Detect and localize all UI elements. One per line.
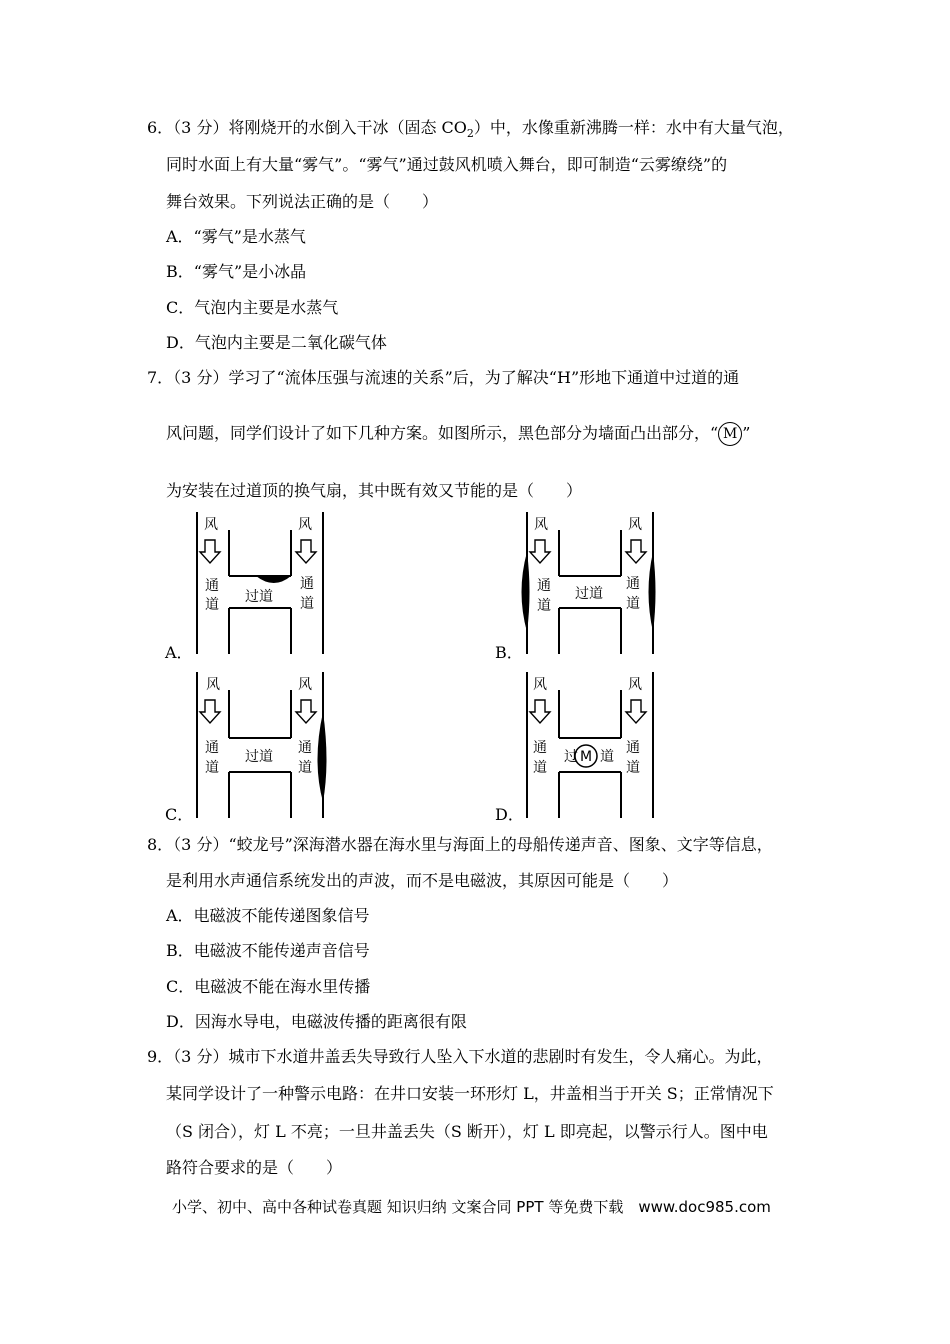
q8-option-a: A．电磁波不能传递图象信号	[166, 906, 370, 925]
wind-label: 风	[204, 517, 218, 533]
svg-text:道: 道	[600, 749, 614, 765]
down-arrow-icon	[296, 540, 316, 563]
svg-text:过道: 过道	[575, 586, 603, 602]
q7-figure-b	[520, 512, 660, 654]
svg-text:通: 通	[626, 576, 640, 592]
wall-bump-left	[523, 552, 530, 632]
footer-text: 小学、初中、高中各种试卷真题 知识归纳 文案合同 PPT 等免费下载 www.doc985.com	[172, 1198, 771, 1216]
svg-text:通: 通	[537, 578, 551, 594]
svg-text:通: 通	[205, 740, 219, 756]
wall-bump	[256, 576, 291, 583]
svg-text:风: 风	[533, 677, 547, 693]
down-arrow-icon	[626, 540, 646, 563]
q8-line-2: 是利用水声通信系统发出的声波，而不是电磁波，其原因可能是（ ）	[166, 871, 679, 890]
down-arrow-icon	[200, 540, 220, 563]
q8-line-1: 8．（3 分）“蛟龙号”深海潜水器在海水里与海面上的母船传递声音、图象、文字等信息，	[147, 835, 773, 854]
svg-text:通: 通	[205, 578, 219, 594]
q8-option-b: B．电磁波不能传递声音信号	[166, 941, 370, 960]
q8-option-c: C．电磁波不能在海水里传播	[166, 977, 371, 996]
q9-line-1: 9．（3 分）城市下水道井盖丢失导致行人坠入下水道的悲剧时有发生，令人痛心。为此，	[147, 1047, 773, 1066]
down-arrow-icon	[200, 700, 220, 723]
q7-line-3: 为安装在过道顶的换气扇，其中既有效又节能的是（ ）	[166, 481, 583, 500]
q6-line-1: 6．（3 分）将刚烧开的水倒入干冰（固态 $CO_2$）中，水像重新沸腾一样：水中有大量气泡，	[147, 118, 794, 141]
q6-line-3: 舞台效果。下列说法正确的是（ ）	[166, 192, 439, 211]
q7-figure-a	[190, 512, 330, 654]
svg-text:道: 道	[205, 597, 219, 613]
q6-line-2: 同时水面上有大量“雾气”。“雾气”通过鼓风机喷入舞台，即可制造“云雾缭绕”的	[166, 155, 728, 174]
svg-text:过: 过	[564, 749, 578, 765]
svg-text:风: 风	[628, 677, 642, 693]
fan-icon: M	[718, 422, 742, 446]
svg-text:M: M	[580, 749, 593, 765]
q7-option-c-label: C．	[165, 805, 194, 824]
svg-text:道: 道	[300, 596, 314, 612]
svg-text:道: 道	[298, 760, 312, 776]
svg-text:风: 风	[628, 517, 642, 533]
q7-option-d-label: D．	[495, 805, 524, 824]
svg-text:通: 通	[626, 740, 640, 756]
svg-text:道: 道	[537, 598, 551, 614]
q6-option-d: D．气泡内主要是二氧化碳气体	[166, 333, 387, 352]
svg-text:风: 风	[534, 517, 548, 533]
q9-line-2: 某同学设计了一种警示电路：在井口安装一环形灯 L，井盖相当于开关 S；正常情况下	[166, 1084, 774, 1103]
q7-line-1: 7．（3 分）学习了“流体压强与流速的关系”后，为了解决“H”形地下通道中过道的通	[147, 368, 740, 387]
down-arrow-icon	[626, 700, 646, 723]
wall-bump-right	[649, 552, 656, 632]
down-arrow-icon	[530, 540, 550, 563]
q7-figure-c	[190, 672, 330, 818]
svg-text:通: 通	[298, 740, 312, 756]
q6-option-b: B．“雾气”是小冰晶	[166, 262, 307, 281]
q7-line-2: 风问题，同学们设计了如下几种方案。如图所示，黑色部分为墙面凸出部分，“ M ”	[166, 422, 750, 446]
q7-figure-d	[520, 672, 660, 818]
q7-option-a-label: A．	[165, 643, 193, 662]
q6-option-c: C．气泡内主要是水蒸气	[166, 298, 339, 317]
svg-text:道: 道	[626, 596, 640, 612]
svg-text:风: 风	[298, 677, 312, 693]
svg-text:通: 通	[300, 576, 314, 592]
svg-text:道: 道	[533, 760, 547, 776]
svg-text:道: 道	[205, 760, 219, 776]
svg-text:过道: 过道	[245, 749, 273, 765]
q7-option-b-label: B．	[495, 643, 523, 662]
q6-option-a: A．“雾气”是水蒸气	[166, 227, 306, 246]
svg-text:道: 道	[626, 760, 640, 776]
q9-line-4: 路符合要求的是（ ）	[166, 1158, 343, 1177]
svg-text:风: 风	[206, 677, 220, 693]
svg-text:通: 通	[533, 740, 547, 756]
wall-bump-right	[318, 712, 327, 802]
wind-label: 风	[298, 517, 312, 533]
q9-line-3: （S 闭合），灯 L 不亮；一旦井盖丢失（S 断开），灯 L 即亮起，以警示行人。图中电	[166, 1122, 768, 1141]
down-arrow-icon	[296, 700, 316, 723]
corridor-label: 过道	[245, 589, 273, 605]
down-arrow-icon	[530, 700, 550, 723]
q8-option-d: D．因海水导电，电磁波传播的距离很有限	[166, 1012, 467, 1031]
